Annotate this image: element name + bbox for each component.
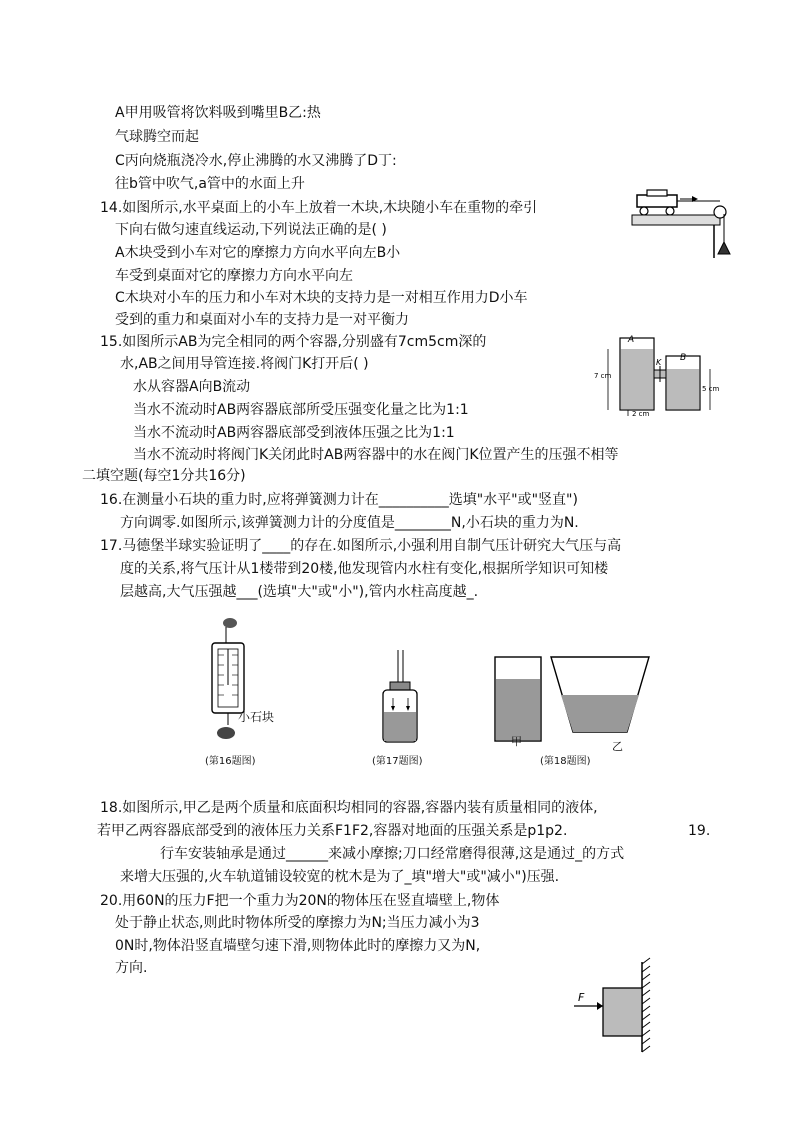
container-a-label: A — [628, 335, 635, 345]
two-containers-figure — [594, 333, 723, 418]
question-15-cont: 水,AB之间用导管连接.将阀门K打开后( ) — [120, 356, 369, 372]
jia-label: 甲 — [511, 735, 522, 748]
yi-container — [551, 655, 651, 735]
question-17-cont: 层越高,大气压强越___(选填"大"或"小"),管内水柱高度越_. — [120, 584, 479, 600]
stone-label: 小石块 — [238, 710, 275, 724]
option-text: C丙向烧瓶浇冷水,停止沸腾的水又沸腾了D丁: — [115, 153, 397, 169]
question-20-cont: 方向. — [115, 960, 148, 976]
dim-2cm: 2 cm — [632, 410, 650, 418]
section-heading: 二填空题(每空1分共16分) — [82, 468, 246, 484]
option-text: 当水不流动时AB两容器底部所受压强变化量之比为1:1 — [133, 402, 469, 418]
question-16-cont: 方向调零.如图所示,该弹簧测力计的分度值是________N,小石块的重力为N. — [120, 515, 579, 531]
question-19-cont: 来增大压强的,火车轨道铺设较宽的枕木是为了_填"增大"或"减小")压强. — [120, 869, 560, 885]
option-text: A甲用吸管将饮料吸到嘴里B乙:热 — [115, 105, 321, 121]
option-text: 水从容器A向B流动 — [133, 379, 251, 395]
question-17-cont: 度的关系,将气压计从1楼带到20楼,他发现管内水柱有变化,根据所学知识可知楼 — [120, 561, 609, 577]
question-17: 17.马德堡半球实验证明了____的存在.如图所示,小强利用自制气压计研究大气压与高 — [100, 538, 622, 554]
question-19-number: 19. — [688, 823, 711, 839]
option-text: A木块受到小车对它的摩擦力方向水平向左B小 — [115, 245, 401, 261]
valve-k-label: K — [656, 358, 662, 367]
question-20-cont: 处于静止状态,则此时物体所受的摩擦力为N;当压力减小为3 — [115, 915, 480, 931]
figure-16-caption: (第16题图) — [205, 756, 256, 767]
barometer-figure — [375, 650, 425, 745]
question-15: 15.如图所示AB为完全相同的两个容器,分别盛有7cm5cm深的 — [100, 334, 487, 350]
option-text: 当水不流动时AB两容器底部受到液体压强之比为1:1 — [133, 425, 455, 441]
option-text: C木块对小车的压力和小车对木块的支持力是一对相互作用力D小车 — [115, 290, 528, 306]
question-18-cont: 若甲乙两容器底部受到的液体压力关系F1F2,容器对地面的压强关系是p1p2. — [97, 823, 568, 839]
option-text: 车受到桌面对它的摩擦力方向水平向左 — [115, 268, 353, 284]
block-wall-figure — [570, 960, 670, 1055]
option-text: 受到的重力和桌面对小车的支持力是一对平衡力 — [115, 312, 409, 328]
dim-5cm: 5 cm — [702, 385, 720, 393]
dim-7cm: 7 cm — [594, 372, 612, 380]
figure-17-caption: (第17题图) — [372, 756, 423, 767]
question-20-cont: 0N时,物体沿竖直墙壁匀速下滑,则物体此时的摩擦力又为N, — [115, 938, 481, 954]
question-19: 行车安装轴承是通过______来减小摩擦;刀口经常磨得很薄,这是通过_的方式 — [160, 846, 625, 862]
question-18: 18.如图所示,甲乙是两个质量和底面积均相同的容器,容器内装有质量相同的液体, — [100, 800, 598, 816]
figure-18-caption: (第18题图) — [540, 756, 591, 767]
option-text: 气球腾空而起 — [115, 129, 199, 145]
question-20: 20.用60N的压力F把一个重力为20N的物体压在竖直墙壁上,物体 — [100, 893, 500, 909]
force-label: F — [578, 991, 585, 1004]
cart-pulley-figure — [632, 190, 742, 260]
question-14-cont: 下向右做匀速直线运动,下列说法正确的是( ) — [115, 222, 387, 238]
option-text: 往b管中吹气,a管中的水面上升 — [115, 176, 305, 192]
option-text: 当水不流动时将阀门K关闭此时AB两容器中的水在阀门K位置产生的压强不相等 — [133, 447, 619, 463]
question-14: 14.如图所示,水平桌面上的小车上放着一木块,木块随小车在重物的牵引 — [100, 200, 538, 216]
question-16: 16.在测量小石块的重力时,应将弹簧测力计在__________选填"水平"或"竖直") — [100, 492, 578, 508]
yi-label: 乙 — [612, 740, 623, 753]
container-b-label: B — [680, 353, 687, 363]
